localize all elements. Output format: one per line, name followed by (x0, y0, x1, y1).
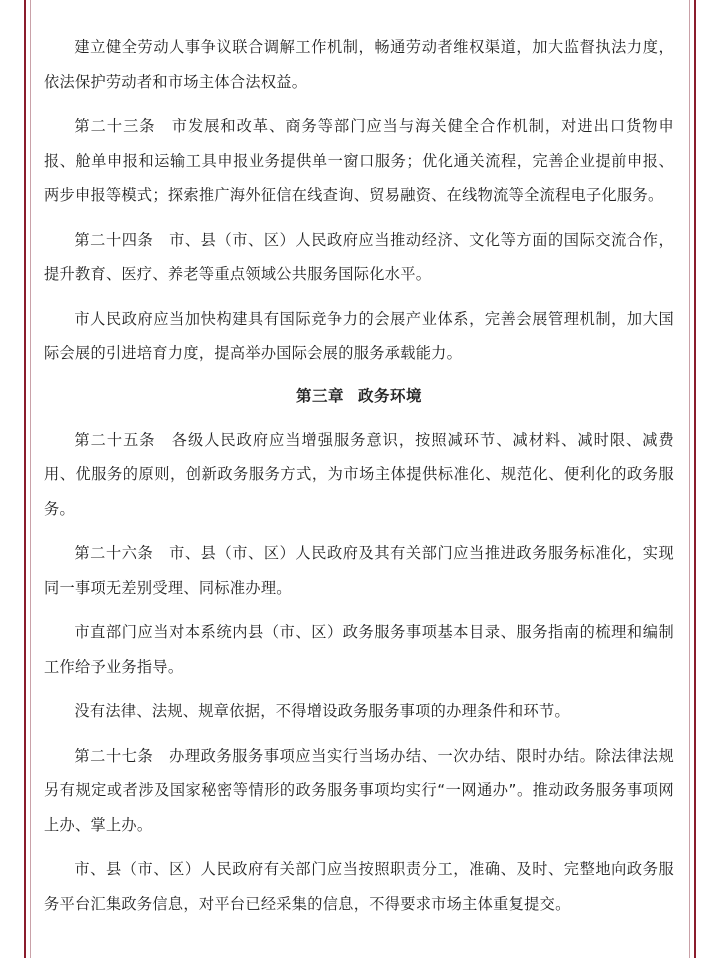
paragraph-article-23: 第二十三条 市发展和改革、商务等部门应当与海关健全合作机制，对进出口货物申报、舱单申报和运输工具申报业务提供单一窗口服务；优化通关流程，完善企业提前申报、两步申报等模式；探索推广海外征信在线查询、贸易融资、在线物流等全流程电子化服务。 (44, 117, 674, 204)
chapter-heading (44, 381, 674, 411)
chapter-number: 第三章 (295, 386, 344, 405)
document-body (44, 30, 674, 931)
paragraph-article-25: 第二十五条 各级人民政府应当增强服务意识，按照减环节、减材料、减时限、减费用、优服务的原则，创新政务服务方式，为市场主体提供标准化、规范化、便利化的政务服务。 (44, 430, 674, 518)
paragraph-labor-dispute-mediation: 建立健全劳动人事争议联合调解工作机制，畅通劳动者维权渠道，加大监督执法力度，依法保护劳动者和市场主体合法权益。 (44, 38, 674, 91)
paragraph-article-24: 第二十四条 市、县（市、区）人民政府应当推动经济、文化等方面的国际交流合作，提升教育、医疗、养老等重点领域公共服务国际化水平。 (44, 230, 674, 283)
paragraph-business-guidance: 市直部门应当对本系统内县（市、区）政务服务事项基本目录、服务指南的梳理和编制工作给予业务指导。 (44, 623, 674, 676)
paragraph-article-26: 第二十六条 市、县（市、区）人民政府及其有关部门应当推进政务服务标准化，实现同一事项无差别受理、同标准办理。 (44, 544, 674, 597)
paragraph-information-collection: 市、县（市、区）人民政府有关部门应当按照职责分工，准确、及时、完整地向政务服务平台汇集政务信息，对平台已经采集的信息，不得要求市场主体重复提交。 (44, 860, 674, 913)
paragraph-no-extra-conditions: 没有法律、法规、规章依据，不得增设政务服务事项的办理条件和环节。 (74, 702, 570, 720)
chapter-title: 政务环境 (358, 386, 423, 405)
paragraph-article-27: 第二十七条 办理政务服务事项应当实行当场办结、一次办结、限时办结。除法律法规另有规定或者涉及国家秘密等情形的政务服务事项均实行“一网通办”。推动政务服务事项网上办、掌上办。 (44, 746, 674, 834)
paragraph-convention-industry: 市人民政府应当加快构建具有国际竞争力的会展产业体系，完善会展管理机制，加大国际会展的引进培育力度，提高举办国际会展的服务承载能力。 (44, 309, 674, 362)
